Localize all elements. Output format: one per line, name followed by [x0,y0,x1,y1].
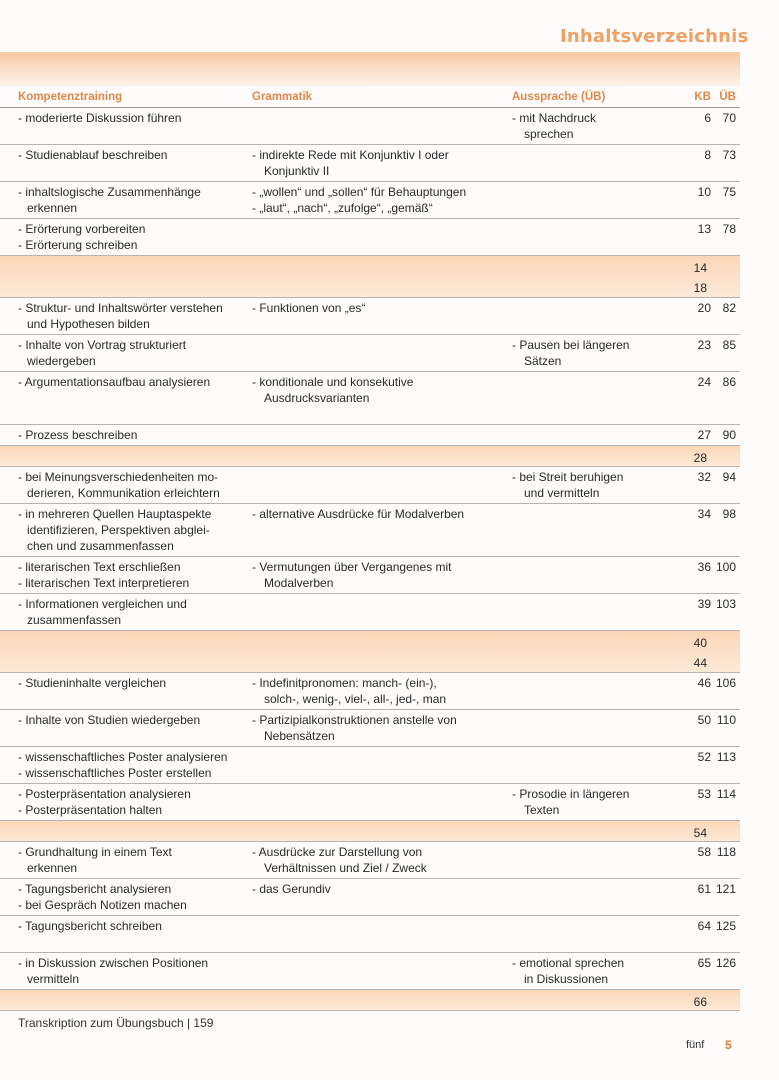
column-header-grammatik: Grammatik [252,91,313,103]
page-ub: 110 [716,713,736,727]
aussprache-cell-line: - emotional sprechen [512,956,625,970]
kompetenz-cell-line: - wissenschaftliches Poster erstellen [18,766,212,780]
aussprache-cell [512,108,669,144]
chapter-page-kb: 14 [693,261,707,275]
aussprache-cell [512,372,669,424]
kompetenz-cell [0,557,252,593]
chapter-band [0,990,740,1011]
page-kb: 24 [697,375,711,389]
kompetenz-cell [0,145,252,181]
page-ub: 75 [722,185,736,199]
aussprache-cell [512,710,669,746]
page-ub: 85 [722,338,736,352]
page-kb: 34 [697,507,711,521]
grammatik-cell [252,784,512,820]
page-ub: 126 [715,956,736,970]
kompetenz-cell-line: - Erörterung vorbereiten [18,222,146,236]
kompetenz-cell-line: chen und zusammenfassen [27,539,174,553]
page-kb: 20 [697,301,711,315]
kompetenz-cell-line: - bei Gespräch Notizen machen [18,898,187,912]
page-ub: 78 [722,222,736,236]
toc-row [0,182,740,219]
kompetenz-cell [0,298,252,334]
toc-row [0,594,740,631]
toc-row [0,372,740,425]
page-number: 5 [725,1038,732,1052]
grammatik-cell-line: - „wollen“ und „sollen“ für Behauptungen [252,185,467,199]
kompetenz-cell [0,467,252,503]
chapter-page-kb: 66 [693,995,707,1009]
aussprache-cell-line: - bei Streit beruhigen [512,470,624,484]
kompetenz-cell [0,710,252,746]
aussprache-cell [512,145,669,181]
kompetenz-cell [0,879,252,915]
grammatik-cell-line: Verhältnissen und Ziel / Zweck [264,861,427,875]
kompetenz-cell-line: - wissenschaftliches Poster analysieren [18,750,228,764]
aussprache-cell [512,182,669,218]
aussprache-cell [512,335,669,371]
kompetenz-cell-line: - in Diskussion zwischen Positionen [18,956,209,970]
page-ub: 103 [715,597,736,611]
kompetenz-cell-line: - Struktur- und Inhaltswörter verstehen [18,301,223,315]
kompetenz-cell-line: identifizieren, Perspektiven abglei- [27,523,210,537]
aussprache-cell [512,784,669,820]
grammatik-cell [252,916,512,952]
toc-row [0,953,740,990]
page-ub: 70 [722,111,736,125]
kompetenz-cell-line: - literarischen Text interpretieren [18,576,190,590]
aussprache-cell [512,842,669,878]
kompetenz-cell-line: - Argumentationsaufbau analysieren [18,375,211,389]
column-headers [0,86,740,108]
grammatik-cell [252,557,512,593]
kompetenz-cell [0,335,252,371]
grammatik-cell [252,879,512,915]
kompetenz-cell-line: erkennen [27,201,78,215]
kompetenz-cell-line: - Studieninhalte vergleichen [18,676,167,690]
kompetenz-cell [0,219,252,255]
grammatik-cell-line: - konditionale und konsekutive [252,375,414,389]
chapter-band [0,446,740,467]
grammatik-cell-line: - Ausdrücke zur Darstellung von [252,845,423,859]
page-kb: 32 [697,470,711,484]
kompetenz-cell [0,784,252,820]
grammatik-cell [252,182,512,218]
aussprache-cell-line: in Diskussionen [524,972,609,986]
aussprache-cell [512,504,669,556]
kompetenz-cell [0,916,252,952]
page-kb: 58 [697,845,711,859]
grammatik-cell [252,298,512,334]
kompetenz-cell-line: - Erörterung schreiben [18,238,138,252]
kompetenz-cell [0,953,252,989]
aussprache-cell [512,425,669,445]
grammatik-cell-line: Konjunktiv II [264,164,330,178]
page-kb: 65 [697,956,711,970]
toc-row [0,842,740,879]
kompetenz-cell-line: - Inhalte von Studien wiedergeben [18,713,201,727]
aussprache-cell-line: sprechen [524,127,574,141]
grammatik-cell [252,425,512,445]
kompetenz-cell-line: - Informationen vergleichen und [18,597,187,611]
aussprache-cell [512,747,669,783]
grammatik-cell [252,747,512,783]
toc-row [0,879,740,916]
page-ub: 73 [722,148,736,162]
kompetenz-cell-line: - Prozess beschreiben [18,428,138,442]
page-ub: 114 [716,787,736,801]
kompetenz-cell [0,182,252,218]
toc-row [0,108,740,145]
grammatik-cell-line: Modalverben [264,576,334,590]
toc-row [0,298,740,335]
page-ub: 125 [715,919,736,933]
aussprache-cell [512,953,669,989]
grammatik-cell [252,335,512,371]
kompetenz-cell-line: erkennen [27,861,78,875]
kompetenz-cell-line: - Tagungsbericht schreiben [18,919,162,933]
footer-transcription: Transkription zum Übungsbuch | 159 [18,1016,214,1030]
chapter-page-kb: 44 [693,656,707,670]
toc-row [0,219,740,256]
page-kb: 27 [697,428,711,442]
page-ub: 94 [722,470,736,484]
kompetenz-cell [0,425,252,445]
kompetenz-cell [0,594,252,630]
toc-row [0,747,740,784]
page-ub: 90 [722,428,736,442]
kompetenz-cell-line: - Grundhaltung in einem Text [18,845,172,859]
toc-row [0,557,740,594]
page-kb: 52 [697,750,711,764]
toc-row [0,916,740,953]
chapter-page-kb: 40 [693,636,707,650]
page-kb: 8 [704,148,711,162]
aussprache-cell [512,916,669,952]
kompetenz-cell-line: - bei Meinungsverschiedenheiten mo- [18,470,219,484]
page-ub: 121 [715,882,736,896]
page-kb: 46 [697,676,711,690]
grammatik-cell-line: - Funktionen von „es“ [252,301,366,315]
column-header-aussprache: Aussprache (ÜB) [512,91,606,103]
column-header-kb: KB [694,91,711,103]
toc-row [0,710,740,747]
grammatik-cell [252,594,512,630]
page-kb: 36 [697,560,711,574]
kompetenz-cell-line: - Posterpräsentation halten [18,803,163,817]
aussprache-cell-line: - mit Nachdruck [512,111,597,125]
page-ub: 106 [715,676,736,690]
grammatik-cell-line: - alternative Ausdrücke für Modalverben [252,507,465,521]
aussprache-cell [512,467,669,503]
kompetenz-cell [0,372,252,424]
grammatik-cell [252,467,512,503]
chapter-band [0,256,740,298]
page-ub: 118 [716,845,736,859]
page-ub: 86 [722,375,736,389]
kompetenz-cell-line: derieren, Kommunikation erleichtern [27,486,220,500]
kompetenz-cell-line: - literarischen Text erschließen [18,560,181,574]
grammatik-cell [252,953,512,989]
chapter-page-kb: 54 [693,826,707,840]
kompetenz-cell [0,504,252,556]
grammatik-cell [252,108,512,144]
grammatik-cell-line: - Indefinitpronomen: manch- (ein-), [252,676,437,690]
grammatik-cell [252,842,512,878]
aussprache-cell-line: Sätzen [524,354,562,368]
header-band [0,52,740,86]
grammatik-cell [252,710,512,746]
page-ub: 113 [716,750,736,764]
grammatik-cell-line: Ausdrucksvarianten [264,391,370,405]
aussprache-cell [512,594,669,630]
aussprache-cell [512,219,669,255]
aussprache-cell-line: Texten [524,803,560,817]
page-kb: 13 [697,222,711,236]
kompetenz-cell-line: zusammenfassen [27,613,122,627]
page-kb: 39 [697,597,711,611]
grammatik-cell [252,219,512,255]
kompetenz-cell-line: - moderierte Diskussion führen [18,111,182,125]
page-kb: 23 [697,338,711,352]
table-of-contents [0,86,740,1011]
toc-row [0,467,740,504]
page-kb: 64 [697,919,711,933]
grammatik-cell [252,504,512,556]
kompetenz-cell-line: - inhaltslogische Zusammenhänge [18,185,201,199]
kompetenz-cell-line: und Hypothesen bilden [27,317,150,331]
page-number-word: fünf [686,1039,705,1051]
aussprache-cell-line: - Pausen bei längeren [512,338,630,352]
grammatik-cell-line: - indirekte Rede mit Konjunktiv I oder [252,148,449,162]
chapter-band [0,631,740,673]
grammatik-cell [252,145,512,181]
aussprache-cell-line: und vermitteln [524,486,600,500]
kompetenz-cell-line: - Posterpräsentation analysieren [18,787,191,801]
toc-row [0,335,740,372]
grammatik-cell-line: - „laut“, „nach“, „zufolge“, „gemäß“ [252,201,433,215]
page-kb: 10 [697,185,711,199]
page-ub: 100 [715,560,736,574]
chapter-page-kb: 18 [693,281,707,295]
page-title: Inhaltsverzeichnis [560,26,749,47]
aussprache-cell-line: - Prosodie in längeren [512,787,630,801]
grammatik-cell [252,372,512,424]
grammatik-cell [252,673,512,709]
kompetenz-cell-line: - Inhalte von Vortrag strukturiert [18,338,187,352]
grammatik-cell-line: - Partizipialkonstruktionen anstelle von [252,713,457,727]
page-ub: 82 [722,301,736,315]
page-kb: 61 [697,882,711,896]
page-kb: 6 [704,111,711,125]
kompetenz-cell-line: - in mehreren Quellen Hauptaspekte [18,507,212,521]
chapter-page-kb: 28 [693,451,707,465]
page-ub: 98 [722,507,736,521]
toc-row [0,504,740,557]
grammatik-cell-line: - Vermutungen über Vergangenes mit [252,560,452,574]
toc-row [0,425,740,446]
kompetenz-cell-line: - Tagungsbericht analysieren [18,882,172,896]
aussprache-cell [512,298,669,334]
page-kb: 50 [697,713,711,727]
page-kb: 53 [697,787,711,801]
kompetenz-cell [0,842,252,878]
grammatik-cell-line: - das Gerundiv [252,882,331,896]
kompetenz-cell [0,108,252,144]
chapter-band [0,821,740,842]
column-header-ub: ÜB [719,91,736,103]
kompetenz-cell [0,747,252,783]
grammatik-cell-line: Nebensätzen [264,729,335,743]
kompetenz-cell-line: - Studienablauf beschreiben [18,148,168,162]
aussprache-cell [512,557,669,593]
kompetenz-cell-line: wiedergeben [27,354,96,368]
toc-row [0,673,740,710]
aussprache-cell [512,879,669,915]
kompetenz-cell-line: vermitteln [27,972,80,986]
kompetenz-cell [0,673,252,709]
toc-row [0,784,740,821]
column-header-kompetenztraining: Kompetenztraining [18,91,123,103]
toc-row [0,145,740,182]
aussprache-cell [512,673,669,709]
grammatik-cell-line: solch-, wenig-, viel-, all-, jed-, man [264,692,447,706]
